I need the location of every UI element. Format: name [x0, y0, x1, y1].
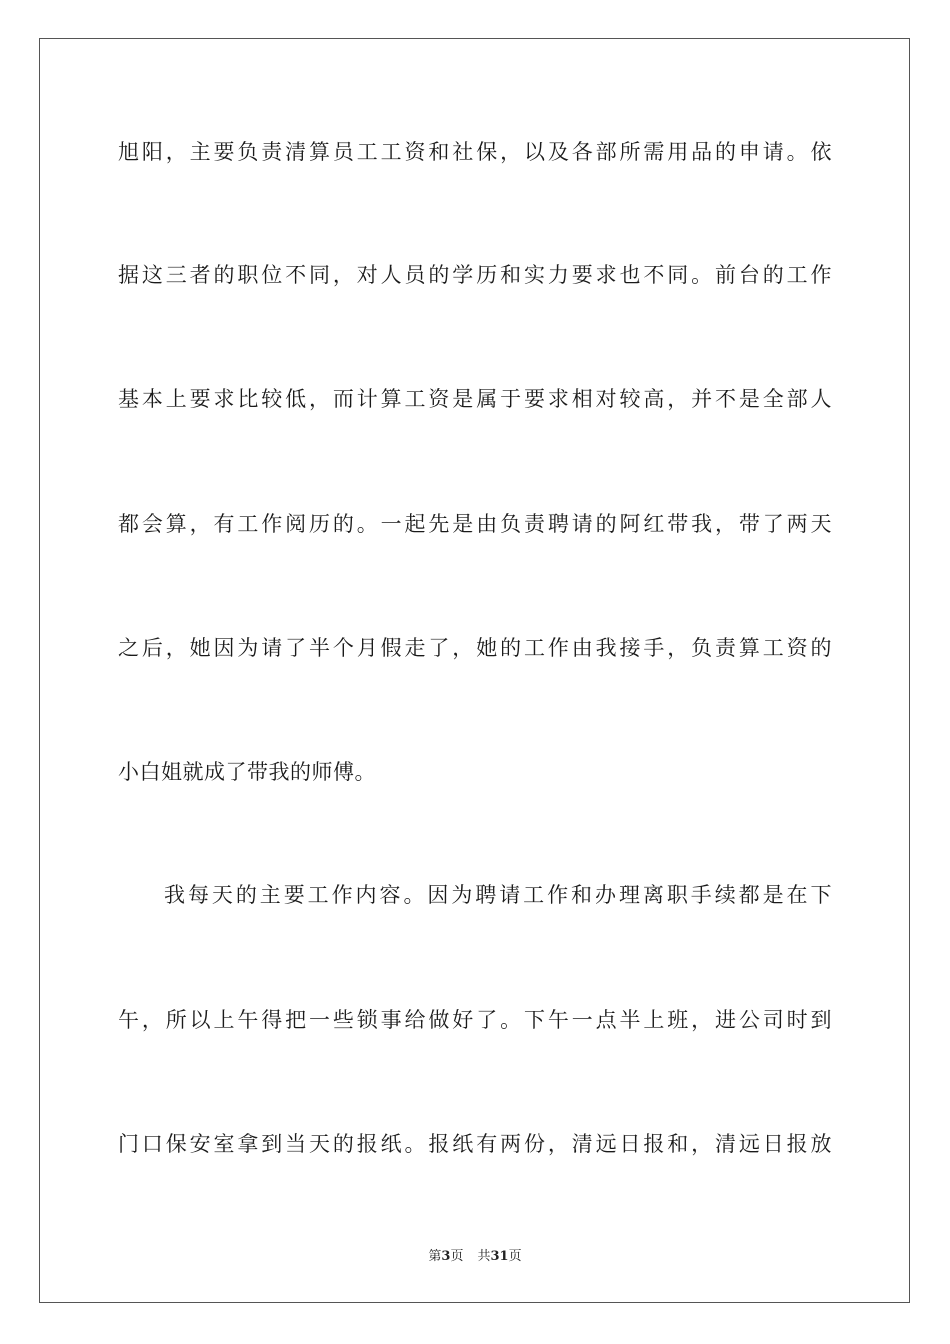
footer-page-suffix: 页 — [450, 1249, 464, 1264]
paragraph-1-line-1: 旭阳，主要负责清算员工工资和社保，以及各部所需用品的申请。依 — [118, 140, 832, 164]
paragraph-2-line-3: 门口保安室拿到当天的报纸。报纸有两份，清远日报和，清远日报放 — [118, 1132, 832, 1156]
footer-total-pages: 31 — [490, 1249, 509, 1264]
paragraph-1-line-2: 据这三者的职位不同，对人员的学历和实力要求也不同。前台的工作 — [118, 263, 832, 287]
paragraph-2-line-1: 我每天的主要工作内容。因为聘请工作和办理离职手续都是在下 — [164, 883, 832, 907]
footer-page-number: 3 — [441, 1249, 451, 1264]
paragraph-1-line-5: 之后，她因为请了半个月假走了，她的工作由我接手，负责算工资的 — [118, 636, 832, 660]
page-footer — [0, 1248, 950, 1266]
page-border — [39, 38, 910, 1303]
footer-total-suffix: 页 — [508, 1249, 522, 1264]
footer-page-prefix: 第 — [428, 1249, 442, 1264]
paragraph-1-line-4: 都会算，有工作阅历的。一起先是由负责聘请的阿红带我，带了两天 — [118, 512, 832, 536]
paragraph-2-line-2: 午，所以上午得把一些锁事给做好了。下午一点半上班，进公司时到 — [118, 1008, 832, 1032]
paragraph-1-line-3: 基本上要求比较低，而计算工资是属于要求相对较高，并不是全部人 — [118, 387, 832, 411]
footer-total-prefix: 共 — [477, 1249, 491, 1264]
paragraph-1-line-6: 小白姐就成了带我的师傅。 — [118, 760, 376, 784]
